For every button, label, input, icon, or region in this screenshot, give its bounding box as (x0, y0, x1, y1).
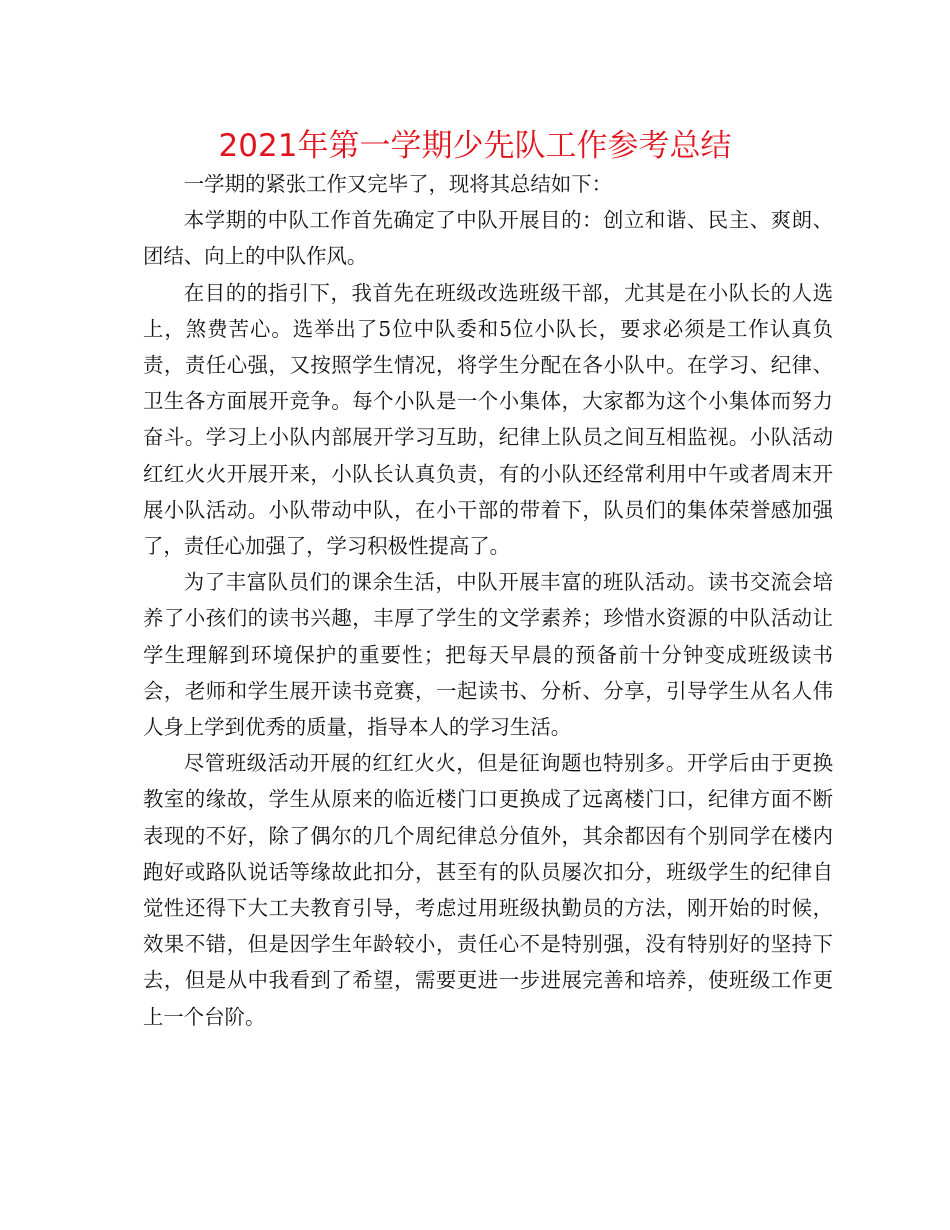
document-body (143, 166, 833, 1035)
paragraph-activities: 为了丰富队员们的课余生活，中队开展丰富的班队活动。读书交流会培养了小孩们的读书兴趣，丰厚了学生的文学素养；珍惜水资源的中队活动让学生理解到环境保护的重要性；把每天早晨的预备前十分钟变成班级读书会，老师和学生展开读书竞赛，一起读书、分析、分享，引导学生从名人伟人身上学到优秀的质量，指导本人的学习生活。 (143, 570, 833, 740)
paragraph-cadre-selection: 在目的的指引下，我首先在班级改选班级干部，尤其是在小队长的人选上，煞费苦心。选举出了5位中队委和5位小队长，要求必须是工作认真负责，责任心强，又按照学生情况，将学生分配在各小队中。在学习、纪律、卫生各方面展开竞争。每个小队是一个小集体，大家都为这个小集体而努力奋斗。学习上小队内部展开学习互助，纪律上队员之间互相监视。小队活动红红火火开展开来，小队长认真负责，有的小队还经常利用中午或者周末开展小队活动。小队带动中队，在小干部的带着下，队员们的集体荣誉感加强了，责任心加强了，学习积极性提高了。 (143, 280, 833, 559)
paragraph-intro: 一学期的紧张工作又完毕了，现将其总结如下： (183, 172, 612, 196)
paragraph-problems: 尽管班级活动开展的红红火火，但是征询题也特别多。开学后由于更换教室的缘故，学生从原来的临近楼门口更换成了远离楼门口，纪律方面不断表现的不好，除了偶尔的几个周纪律总分值外，其余都因有个别同学在楼内跑好或路队说话等缘故此扣分，甚至有的队员屡次扣分，班级学生的纪律自觉性还得下大工夫教育引导，考虑过用班级执勤员的方法，刚开始的时候，效果不错，但是因学生年龄较小，责任心不是特别强，没有特别好的坚持下去，但是从中我看到了希望，需要更进一步进展完善和培养，使班级工作更上一个台阶。 (143, 751, 833, 1029)
paragraph-goal: 本学期的中队工作首先确定了中队开展目的：创立和谐、民主、爽朗、团结、向上的中队作风。 (143, 208, 833, 269)
document-title: 2021年第一学期少先队工作参考总结 (218, 128, 732, 164)
